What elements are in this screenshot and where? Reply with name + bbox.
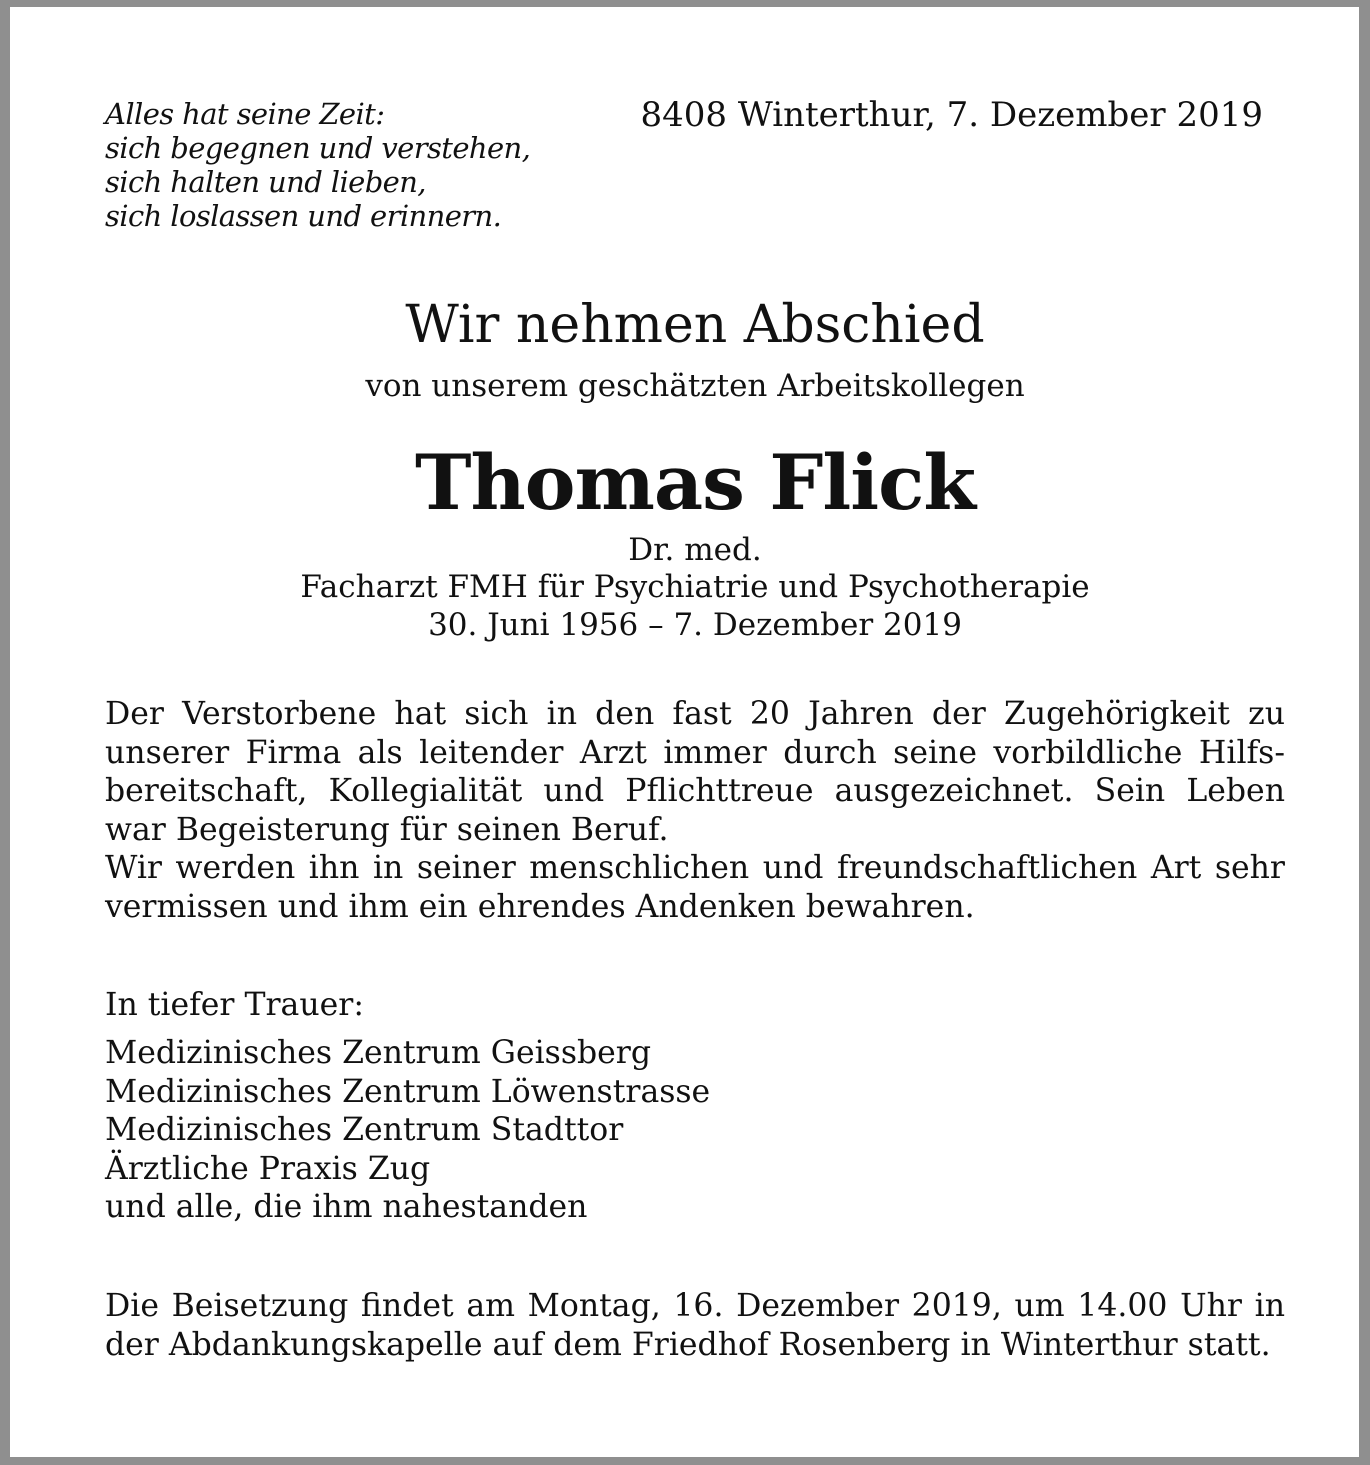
deceased-specialty: Facharzt FMH für Psychiatrie und Psychotherapie (300, 569, 1090, 605)
motto-verse (105, 97, 585, 233)
tribute-paragraph: Wir werden ihn in seiner menschlichen und freundschaftlichen Art sehr vermissen und ihm ein ehrendes Andenken bewahren. (105, 850, 1285, 925)
motto-line: Alles hat seine Zeit: (105, 97, 385, 131)
tribute-paragraph: Der Verstorbene hat sich in den fast 20 Jahren der Zugehörigkeit zu unserer Firma als leitender Arzt immer durch seine vorbildliche Hilfsbereitschaft, Kollegialität und Pflichttreue ausgezeichnet. Sein Leben war Begeisterung für seinen Beruf. (105, 696, 1285, 848)
notice-subheading: von unserem geschätzten Arbeitskollegen (365, 368, 1025, 404)
tribute-text (105, 695, 1285, 926)
deceased-lifespan: 30. Juni 1956 – 7. Dezember 2019 (428, 607, 962, 643)
mourner-item: Medizinisches Zentrum Geissberg (105, 1035, 652, 1071)
mourner-item: Medizinisches Zentrum Stadttor (105, 1112, 624, 1148)
mourner-item: und alle, die ihm nahestanden (105, 1189, 588, 1225)
motto-line: sich halten und lieben, (105, 165, 426, 199)
motto-line: sich begegnen und verstehen, (105, 131, 531, 165)
motto-line: sich loslassen und erinnern. (105, 199, 502, 233)
notice-heading: Wir nehmen Abschied (405, 295, 985, 355)
place-date: 8408 Winterthur, 7. Dezember 2019 (640, 95, 1263, 135)
mourner-item: Medizinisches Zentrum Löwenstrasse (105, 1073, 711, 1110)
mourner-item: Ärztliche Praxis Zug (105, 1150, 431, 1187)
deceased-name: Thomas Flick (414, 438, 976, 527)
mourning-intro: In tiefer Trauer: (105, 987, 364, 1023)
mourners-list (105, 1034, 710, 1227)
deceased-title: Dr. med. (628, 532, 762, 568)
funeral-notice: Die Beisetzung findet am Montag, 16. Dezember 2019, um 14.00 Uhr in der Abdankungskapelle auf dem Friedhof Rosenberg in Winterthur statt. (105, 1288, 1285, 1363)
